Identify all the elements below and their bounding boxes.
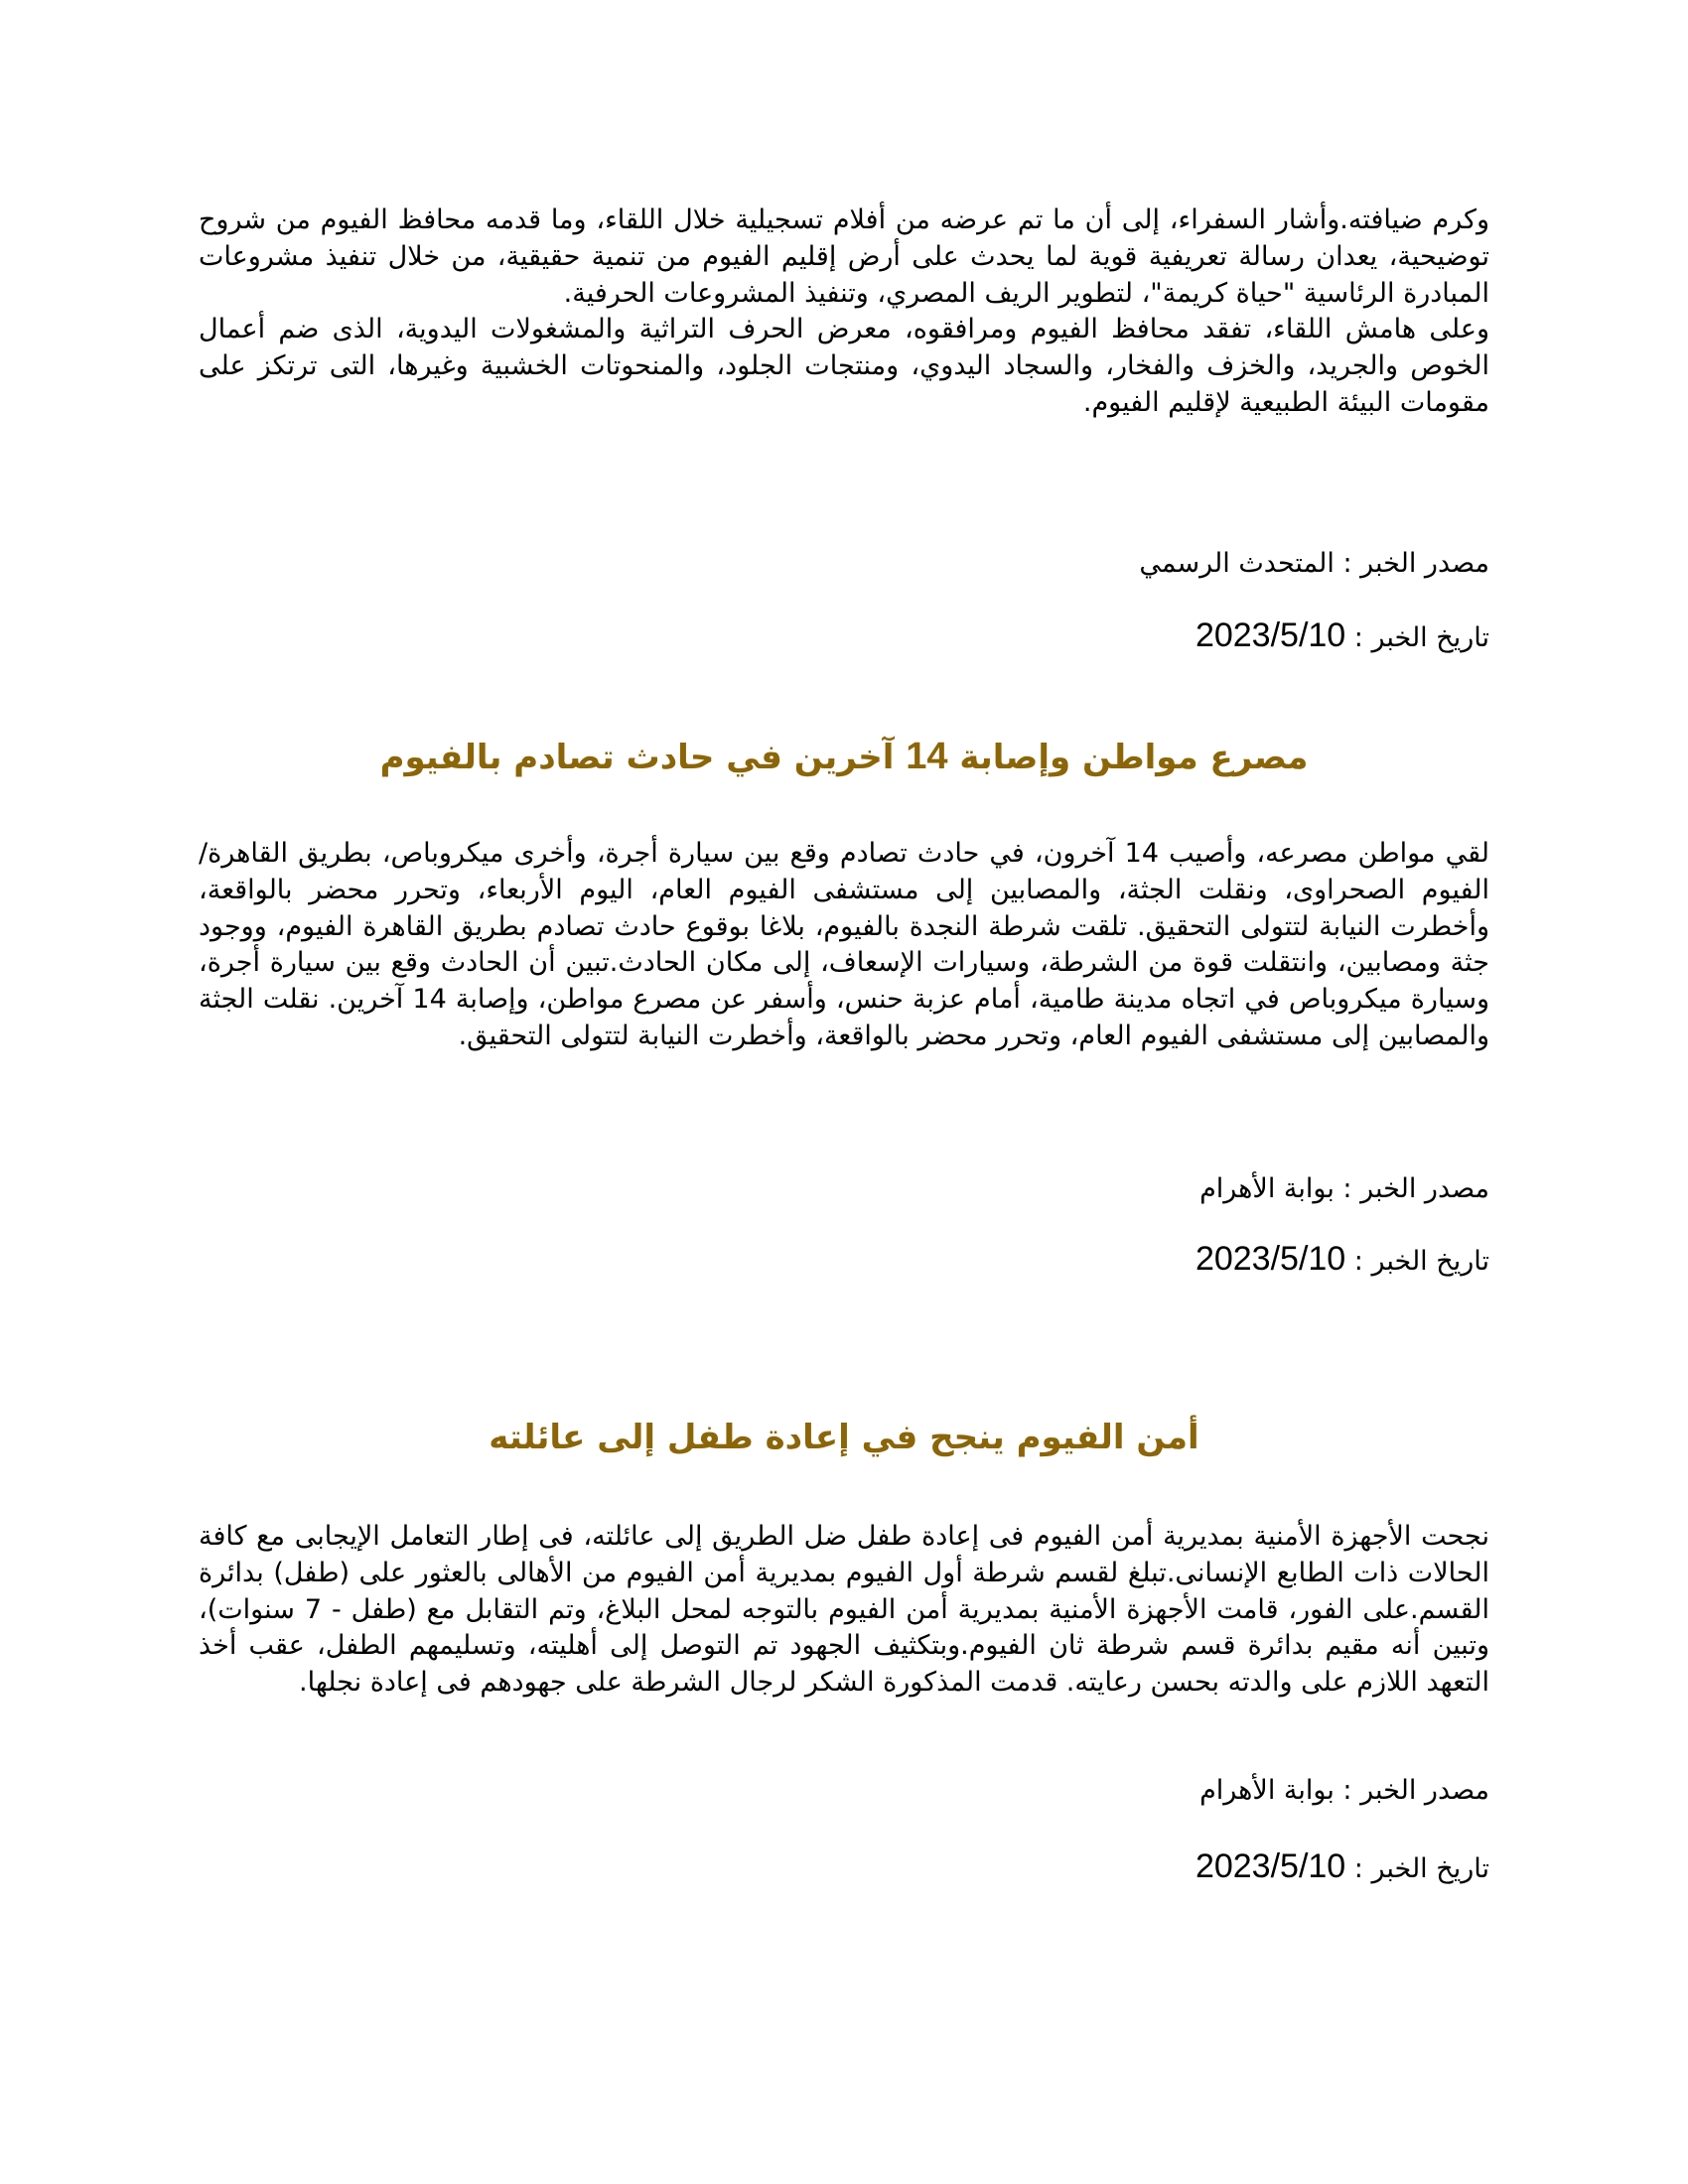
intro-date-line	[1196, 617, 1489, 656]
article-1-source: مصدر الخبر : بوابة الأهرام	[1199, 1173, 1489, 1204]
title-part-1: مصرع مواطن وإصابة	[947, 738, 1309, 777]
intro-source: مصدر الخبر : المتحدث الرسمي	[1139, 548, 1489, 579]
title-number: 14	[906, 736, 948, 777]
date-value: 2023/5/10	[1195, 616, 1346, 654]
article-2-source: مصدر الخبر : بوابة الأهرام	[1199, 1775, 1489, 1806]
article-1-body: لقي مواطن مصرعه، وأصيب 14 آخرون، في حادث تصادم وقع بين سيارة أجرة، وأخرى ميكروباص، بطريق القاهرة/ الفيوم الصحراوى، ونقلت الجثة، والمصابين إلى مستشفى الفيوم العام، اليوم الأربعاء، وتحرر محضر بالواقعة، وأخطرت النيابة لتتولى التحقيق. تلقت شرطة النجدة بالفيوم، بلاغا بوقوع حادث تصادم بطريق القاهرة الفيوم، ووجود جثة ومصابين، وانتقلت قوة من الشرطة، وسيارات الإسعاف، إلى مكان الحادث.تبين أن الحادث وقع بين سيارة أجرة، وسيارة ميكروباص في اتجاه مدينة طامية، أمام عزبة حنس، وأسفر عن مصرع مواطن، وإصابة 14 آخرين. نقلت الجثة والمصابين إلى مستشفى الفيوم العام، وتحرر محضر بالواقعة، وأخطرت النيابة لتتولى التحقيق.	[199, 838, 1490, 1051]
article-1-title	[199, 735, 1489, 779]
article-2-date-line	[1196, 1848, 1489, 1887]
date-label: تاريخ الخبر :	[1345, 1246, 1489, 1277]
intro-paragraph-2: وعلى هامش اللقاء، تفقد محافظ الفيوم ومرافقوه، معرض الحرف التراثية والمشغولات اليدوية، الذى ضم أعمال الخوص والجريد، والخزف والفخار، والسجاد اليدوي، ومنتجات الجلود، والمنحوتات الخشبية وغيرها، التى ترتكز على مقومات البيئة الطبيعية لإقليم الفيوم.	[199, 314, 1489, 418]
article-2-body: نجحت الأجهزة الأمنية بمديرية أمن الفيوم فى إعادة طفل ضل الطريق إلى عائلته، فى إطار التعامل الإيجابى مع كافة الحالات ذات الطابع الإنسانى.تبلغ لقسم شرطة أول الفيوم بمديرية أمن الفيوم من الأهالى بالعثور على (طفل) بدائرة القسم.على الفور، قامت الأجهزة الأمنية بمديرية أمن الفيوم بالتوجه لمحل البلاغ، وتم التقابل مع (طفل - 7 سنوات)، وتبين أنه مقيم بدائرة قسم شرطة ثان الفيوم.وبتكثيف الجهود تم التوصل إلى أهليته، وتسليمهم الطفل، عقب أخذ التعهد اللازم على والدته بحسن رعايته. قدمت المذكورة الشكر لرجال الشرطة على جهودهم فى إعادة نجلها.	[199, 1521, 1490, 1699]
date-value: 2023/5/10	[1195, 1847, 1346, 1885]
date-label: تاريخ الخبر :	[1345, 1853, 1489, 1884]
intro-paragraph-1: وكرم ضيافته.وأشار السفراء، إلى أن ما تم عرضه من أفلام تسجيلية خلال اللقاء، وما قدمه محافظ الفيوم من شروح توضيحية، يعدان رسالة تعريفية قوية لما يحدث على أرض إقليم الفيوم من تنمية حقيقية، من خلال تنفيذ مشروعات المبادرة الرئاسية "حياة كريمة"، لتطوير الريف المصري، وتنفيذ المشروعات الحرفية.	[199, 205, 1489, 309]
date-label: تاريخ الخبر :	[1345, 622, 1489, 653]
article-2-title: أمن الفيوم ينجح في إعادة طفل إلى عائلته	[489, 1418, 1199, 1457]
date-value: 2023/5/10	[1195, 1240, 1346, 1278]
title-part-2: آخرين في حادث تصادم بالفيوم	[379, 738, 907, 777]
article-1-date-line	[1196, 1241, 1489, 1280]
